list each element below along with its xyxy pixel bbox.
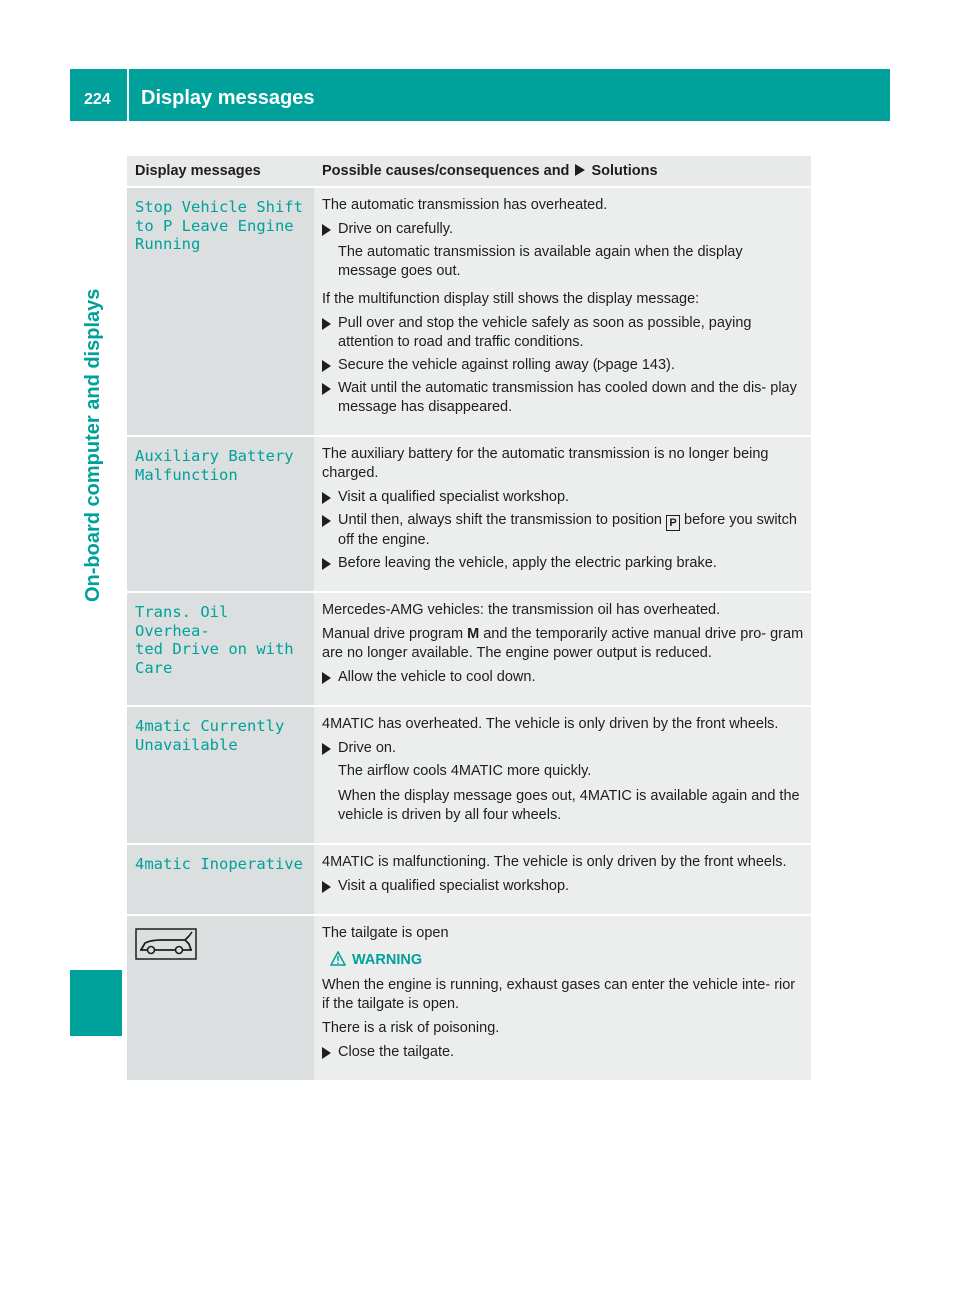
display-message: Stop Vehicle Shift to P Leave Engine Running <box>135 198 303 253</box>
reference-triangle-icon <box>598 360 606 370</box>
chapter-title: On-board computer and displays <box>82 288 104 602</box>
arrow-right-icon <box>322 1047 331 1059</box>
park-position-icon: P <box>666 515 680 531</box>
list-item: Drive on carefully. <box>322 220 805 239</box>
chapter-marker <box>70 970 122 1036</box>
arrow-right-icon <box>322 558 331 570</box>
chapter-tab <box>78 222 118 602</box>
list-item: Until then, always shift the transmission to position P before you switch off the engine. <box>322 511 805 550</box>
warning-triangle-icon <box>330 951 346 966</box>
list-item: Drive on. <box>322 739 805 758</box>
list-item: Visit a qualified specialist workshop. <box>322 488 805 507</box>
arrow-right-icon <box>322 881 331 893</box>
list-item: Allow the vehicle to cool down. <box>322 668 805 687</box>
header-display-messages: Display messages <box>127 156 314 187</box>
display-message: 4matic Currently Unavailable <box>135 717 285 754</box>
table-row: 4matic Inoperative 4MATIC is malfunctioning. The vehicle is only driven by the front wheels. Visit a qualified specialist workshop. <box>127 844 811 915</box>
table-row: The tailgate is open WARNING When the engine is running, exhaust gases can enter the vehicle inte- rior if the tailgate is open. There is a risk of poisoning. Close the tailgate. <box>127 915 811 1080</box>
table-row: Auxiliary Battery Malfunction The auxiliary battery for the automatic transmission is no longer being charged. Visit a qualified specialist workshop. Until then, always shift the transmission to position P before you switch off the engine. Before leaving the vehicle, apply the electric parking brake. <box>127 436 811 592</box>
header-divider <box>127 69 129 121</box>
list-item: Pull over and stop the vehicle safely as soon as possible, paying attention to road and traffic conditions. <box>322 314 805 352</box>
arrow-right-icon <box>322 743 331 755</box>
display-messages-table <box>127 156 811 1080</box>
list-item: Wait until the automatic transmission has cooled down and the dis- play message has disappeared. <box>322 379 805 417</box>
page-reference[interactable]: page 143 <box>605 357 667 373</box>
arrow-right-icon <box>322 383 331 395</box>
arrow-right-icon <box>322 492 331 504</box>
warning-label: WARNING <box>330 951 805 968</box>
arrow-right-icon <box>322 672 331 684</box>
arrow-right-icon <box>575 164 585 176</box>
arrow-right-icon <box>322 318 331 330</box>
list-item: Visit a qualified specialist workshop. <box>322 877 805 896</box>
arrow-right-icon <box>322 360 331 372</box>
table-row: Stop Vehicle Shift to P Leave Engine Running The automatic transmission has overheated. Drive on carefully. The automatic transmission is available again when the display message goes out. If the multifunction display still shows the display message: Pull over and stop the vehicle safely as soon as possible, paying attention to road and traffic conditions. Secure the vehicle against rolling away ( page 143). Wait until the automatic transmission has cooled down and the dis- play message has disappeared. <box>127 187 811 436</box>
arrow-right-icon <box>322 515 331 527</box>
table-row: 4matic Currently Unavailable 4MATIC has overheated. The vehicle is only driven by the front wheels. Drive on. The airflow cools 4MATIC more quickly. When the display message goes out, 4MATIC is available again and the vehicle is driven by all four wheels. <box>127 706 811 844</box>
table-row: Trans. Oil Overhea‐ ted Drive on with Care Mercedes-AMG vehicles: the transmission oil has overheated. Manual drive program M and the temporarily active manual drive pro- gram are no longer available. The engine power output is reduced. Allow the vehicle to cool down. <box>127 592 811 706</box>
page-header <box>70 69 890 121</box>
list-item: Before leaving the vehicle, apply the electric parking brake. <box>322 554 805 573</box>
section-title: Display messages <box>141 87 315 109</box>
display-message: 4matic Inoperative <box>135 855 303 873</box>
header-causes-solutions: Possible causes/consequences and Solutions <box>314 156 811 187</box>
list-item: Secure the vehicle against rolling away ( page 143). <box>322 356 805 375</box>
arrow-right-icon <box>322 224 331 236</box>
display-message: Auxiliary Battery Malfunction <box>135 447 294 484</box>
list-item: Close the tailgate. <box>322 1043 805 1062</box>
display-message: Trans. Oil Overhea‐ ted Drive on with Care <box>135 603 294 677</box>
page-number: 224 <box>84 91 111 108</box>
table-header-row <box>127 156 811 187</box>
tailgate-open-icon <box>135 928 197 960</box>
